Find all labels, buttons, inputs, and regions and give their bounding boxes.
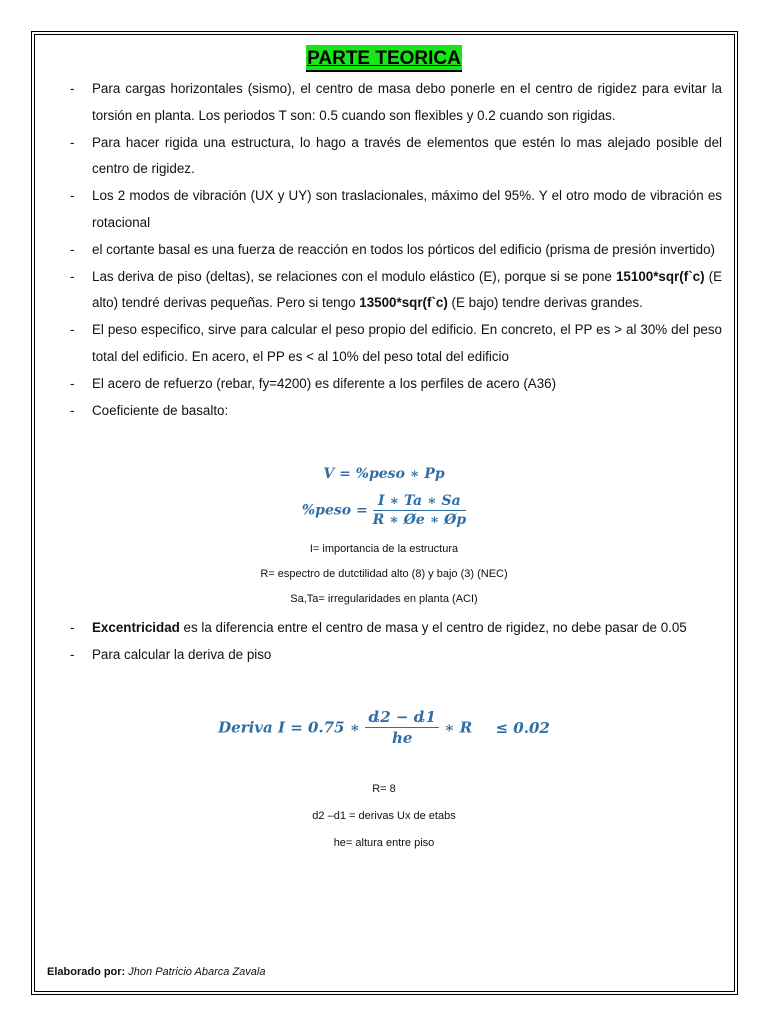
list-item: - Coeficiente de basalto:: [70, 402, 229, 418]
page-title: PARTE TEORICA: [306, 45, 462, 72]
footer-author: Jhon Patricio Abarca Zavala: [128, 966, 266, 978]
list-item: - Los 2 modos de vibración (UX y UY) son traslacionales, máximo del 95%. Y el otro modo de vibración es rotacional: [70, 188, 722, 230]
footer: [47, 966, 265, 978]
note-line: I= importancia de la estructura: [309, 543, 459, 555]
fraction: $\frac{ȡ2 - ȡ1}{he}$: [365, 708, 439, 747]
formula-cortante: V = %peso ∗ Pp: [323, 466, 445, 482]
list-item: - Para calcular la deriva de piso: [70, 646, 272, 662]
list-item: - Para cargas horizontales (sismo), el centro de masa debo ponerle en el centro de rigidez para evitar la torsión en planta. Los periodos T son: 0.5 cuando son flexibles y 0.2 cuando son rigidas.: [70, 81, 722, 123]
list-item: - Excentricidad es la diferencia entre el centro de masa y el centro de rigidez, no debe pasar de 0.05: [70, 620, 687, 635]
list-item: - El peso especifico, sirve para calcular el peso propio del edificio. En concreto, el PP es > al 30% del peso total del edificio. En acero, el PP es < al 10% del peso total del edificio: [70, 322, 722, 364]
list-item: - el cortante basal es una fuerza de reacción en todos los pórticos del edificio (prisma de presión invertido): [70, 241, 716, 257]
note-line: Sa,Ta= irregularidades en planta (ACI): [290, 593, 478, 605]
note-line: R= espectro de dutctilidad alto (8) y bajo (3) (NEC): [260, 568, 508, 580]
fraction: $\frac{I ∗ Ta ∗ Sa}{R ∗ Øe ∗ Øp}$: [372, 493, 467, 528]
footer-label: Elaborado por:: [47, 966, 126, 978]
bullet-list-2: [66, 615, 722, 669]
list-item: - El acero de refuerzo (rebar, fy=4200) es diferente a los perfiles de acero (A36): [70, 375, 557, 391]
note-line: d2 –d1 = derivas Ux de etabs: [312, 810, 456, 822]
list-item: - Para hacer rigida una estructura, lo hago a través de elementos que estén lo mas alejado posible del centro de rigidez.: [70, 134, 722, 177]
note-line: R= 8: [372, 783, 396, 795]
note-line: he= altura entre piso: [333, 837, 435, 849]
formula-peso: %peso = $\frac{I ∗ Ta ∗ Sa}{R ∗ Øe ∗ Øp}$: [301, 493, 467, 528]
list-item: - Las deriva de piso (deltas), se relaciones con el modulo elástico (E), porque si se pone 15100*sqr(f`c) (E alto) tendré derivas pequeñas. Pero si tengo 13500*sqr(f`c) (E bajo) tendre derivas grandes.: [70, 268, 722, 311]
formula-deriva: Deriva I = 0.75 ∗ $\frac{ȡ2 - ȡ1}{he}$ ∗ R ≤ 0.02: [218, 708, 550, 747]
bullet-list: [66, 76, 722, 424]
